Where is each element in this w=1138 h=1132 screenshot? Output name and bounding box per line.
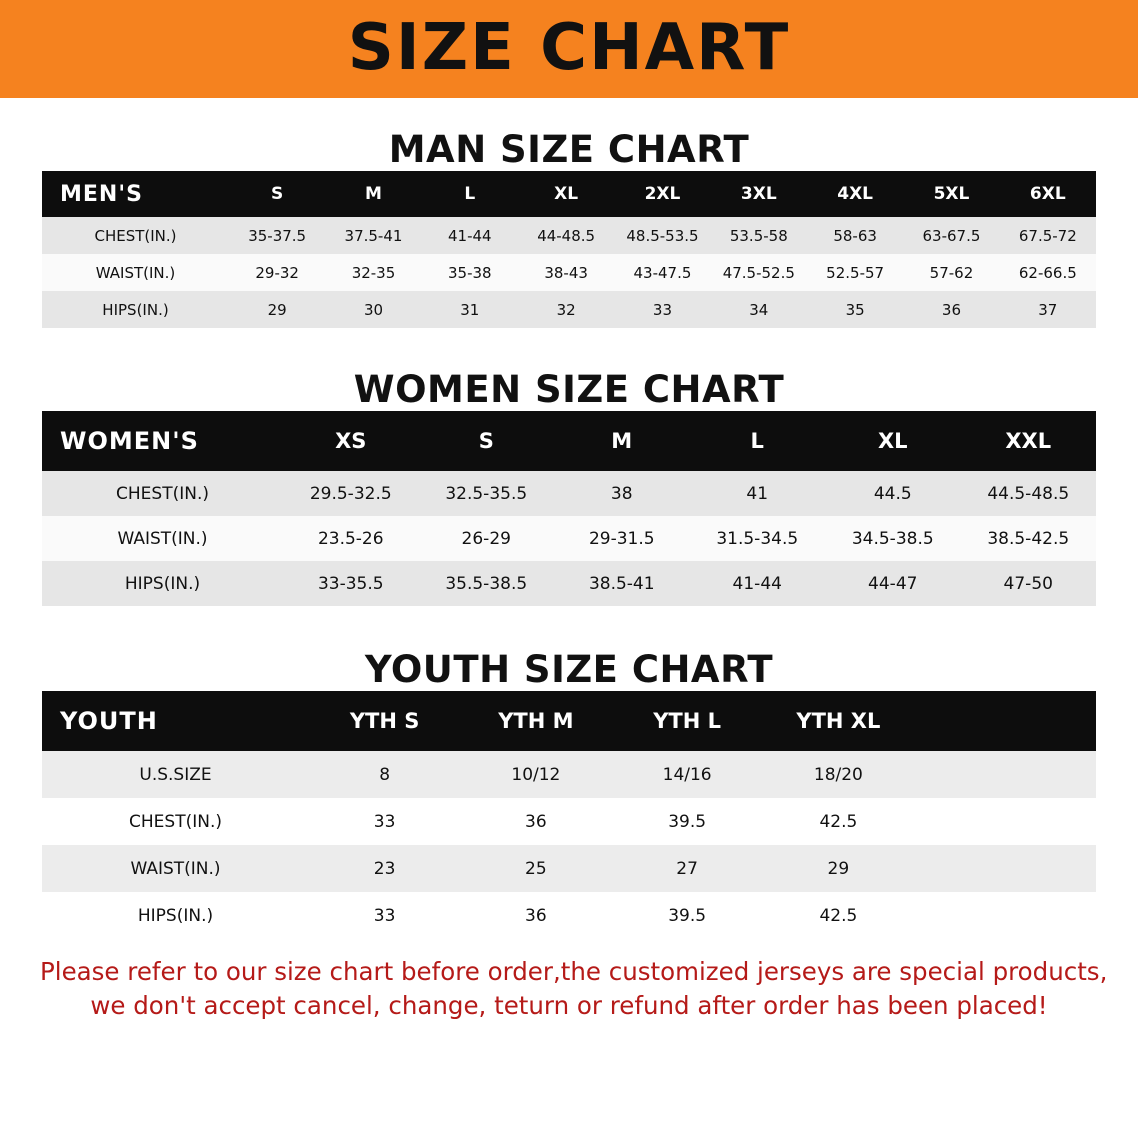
man-cell-1-0: 29-32 xyxy=(229,254,325,291)
man-col-header-5: 3XL xyxy=(740,184,777,204)
man-col-header-8: 6XL xyxy=(1029,184,1066,204)
order-policy-note xyxy=(40,955,1108,1023)
youth-section-heading: YOUTH SIZE CHART xyxy=(364,648,774,691)
women-cell-2-2: 38.5-41 xyxy=(554,561,690,606)
man-section-heading: MAN SIZE CHART xyxy=(388,128,750,171)
youth-cell-1-2: 39.5 xyxy=(612,798,763,845)
youth-row-label-1: CHEST(IN.) xyxy=(42,798,309,845)
man-cell-0-6: 58-63 xyxy=(807,217,903,254)
man-cell-1-1: 32-35 xyxy=(325,254,421,291)
women-col-header-1: S xyxy=(478,429,494,453)
women-cell-0-1: 32.5-35.5 xyxy=(419,471,555,516)
man-row-label-1: WAIST(IN.) xyxy=(42,254,229,291)
women-col-header-4: XL xyxy=(877,429,908,453)
women-cell-2-0: 33-35.5 xyxy=(283,561,419,606)
man-cell-2-6: 35 xyxy=(807,291,903,328)
youth-cell-1-0: 33 xyxy=(309,798,460,845)
women-row-label-2: HIPS(IN.) xyxy=(42,561,283,606)
man-cell-1-4: 43-47.5 xyxy=(614,254,710,291)
youth-header-row xyxy=(42,691,1096,751)
man-cell-2-4: 33 xyxy=(614,291,710,328)
youth-cell-3-0: 33 xyxy=(309,892,460,939)
man-col-header-6: 4XL xyxy=(837,184,874,204)
table-row xyxy=(42,254,1096,291)
women-section-heading: WOMEN SIZE CHART xyxy=(353,368,785,411)
man-row-label-2: HIPS(IN.) xyxy=(42,291,229,328)
women-cell-0-2: 38 xyxy=(554,471,690,516)
women-cell-2-5: 47-50 xyxy=(961,561,1097,606)
youth-cell-1-1: 36 xyxy=(460,798,611,845)
table-row xyxy=(42,798,1096,845)
women-cell-2-3: 41-44 xyxy=(690,561,826,606)
youth-row-label-3: HIPS(IN.) xyxy=(42,892,309,939)
page-banner xyxy=(0,0,1138,98)
man-cell-0-4: 48.5-53.5 xyxy=(614,217,710,254)
youth-cell-2-spacer xyxy=(914,845,1096,892)
youth-cell-3-2: 39.5 xyxy=(612,892,763,939)
women-cell-1-5: 38.5-42.5 xyxy=(961,516,1097,561)
youth-corner-header: YOUTH xyxy=(60,707,158,735)
women-corner-header: WOMEN'S xyxy=(60,427,199,455)
youth-col-header-2: YTH L xyxy=(653,709,722,733)
man-col-header-2: L xyxy=(464,184,476,204)
man-cell-0-2: 41-44 xyxy=(422,217,518,254)
youth-cell-1-spacer xyxy=(914,798,1096,845)
women-col-header-2: M xyxy=(611,429,633,453)
man-cell-2-8: 37 xyxy=(1000,291,1096,328)
man-row-label-0: CHEST(IN.) xyxy=(42,217,229,254)
women-table-body xyxy=(42,471,1096,606)
man-cell-0-0: 35-37.5 xyxy=(229,217,325,254)
man-col-header-7: 5XL xyxy=(933,184,970,204)
youth-col-header-3: YTH XL xyxy=(796,709,881,733)
women-cell-1-2: 29-31.5 xyxy=(554,516,690,561)
man-cell-0-3: 44-48.5 xyxy=(518,217,614,254)
youth-size-table-wrapper xyxy=(42,691,1096,939)
man-size-table xyxy=(42,171,1096,328)
women-cell-0-5: 44.5-48.5 xyxy=(961,471,1097,516)
women-size-table xyxy=(42,411,1096,606)
man-cell-2-7: 36 xyxy=(903,291,999,328)
man-corner-header: MEN'S xyxy=(60,181,143,207)
man-cell-2-5: 34 xyxy=(711,291,807,328)
table-row xyxy=(42,845,1096,892)
women-cell-0-0: 29.5-32.5 xyxy=(283,471,419,516)
man-cell-1-5: 47.5-52.5 xyxy=(711,254,807,291)
youth-cell-0-1: 10/12 xyxy=(460,751,611,798)
women-cell-0-3: 41 xyxy=(690,471,826,516)
women-col-header-0: XS xyxy=(335,429,367,453)
youth-row-label-2: WAIST(IN.) xyxy=(42,845,309,892)
women-row-label-0: CHEST(IN.) xyxy=(42,471,283,516)
man-cell-1-7: 57-62 xyxy=(903,254,999,291)
youth-cell-3-1: 36 xyxy=(460,892,611,939)
order-policy-note-line-1: Please refer to our size chart before order,the customized jerseys are special products, xyxy=(40,957,1108,986)
women-size-table-wrapper xyxy=(42,411,1096,606)
youth-size-table xyxy=(42,691,1096,939)
table-row xyxy=(42,217,1096,254)
women-cell-2-1: 35.5-38.5 xyxy=(419,561,555,606)
women-cell-1-3: 31.5-34.5 xyxy=(690,516,826,561)
youth-cell-3-3: 42.5 xyxy=(763,892,914,939)
youth-col-header-0: YTH S xyxy=(349,709,420,733)
man-col-header-3: XL xyxy=(554,184,579,204)
man-cell-1-3: 38-43 xyxy=(518,254,614,291)
youth-table-body xyxy=(42,751,1096,939)
man-size-table-wrapper xyxy=(42,171,1096,328)
youth-cell-3-spacer xyxy=(914,892,1096,939)
women-cell-1-4: 34.5-38.5 xyxy=(825,516,961,561)
man-cell-0-5: 53.5-58 xyxy=(711,217,807,254)
order-policy-note-line-2: we don't accept cancel, change, teturn or refund after order has been placed! xyxy=(90,990,1048,1020)
youth-cell-1-3: 42.5 xyxy=(763,798,914,845)
man-cell-2-0: 29 xyxy=(229,291,325,328)
women-col-header-3: L xyxy=(750,429,764,453)
youth-col-header-1: YTH M xyxy=(498,709,574,733)
youth-cell-0-0: 8 xyxy=(309,751,460,798)
youth-cell-0-spacer xyxy=(914,751,1096,798)
women-col-header-5: XXL xyxy=(1005,429,1052,453)
table-row xyxy=(42,561,1096,606)
youth-cell-2-0: 23 xyxy=(309,845,460,892)
women-row-label-1: WAIST(IN.) xyxy=(42,516,283,561)
table-row xyxy=(42,751,1096,798)
man-table-head xyxy=(42,171,1096,217)
women-table-head xyxy=(42,411,1096,471)
man-cell-0-7: 63-67.5 xyxy=(903,217,999,254)
table-row xyxy=(42,291,1096,328)
women-cell-1-0: 23.5-26 xyxy=(283,516,419,561)
table-row xyxy=(42,516,1096,561)
man-cell-2-1: 30 xyxy=(325,291,421,328)
youth-row-label-0: U.S.SIZE xyxy=(42,751,309,798)
man-cell-1-8: 62-66.5 xyxy=(1000,254,1096,291)
man-col-header-0: S xyxy=(271,184,284,204)
youth-cell-0-2: 14/16 xyxy=(612,751,763,798)
youth-cell-2-3: 29 xyxy=(763,845,914,892)
man-header-row xyxy=(42,171,1096,217)
man-table-body xyxy=(42,217,1096,328)
man-cell-0-1: 37.5-41 xyxy=(325,217,421,254)
man-cell-2-3: 32 xyxy=(518,291,614,328)
women-cell-1-1: 26-29 xyxy=(419,516,555,561)
man-cell-1-6: 52.5-57 xyxy=(807,254,903,291)
man-col-header-4: 2XL xyxy=(644,184,681,204)
youth-cell-2-1: 25 xyxy=(460,845,611,892)
youth-col-header-spacer xyxy=(914,691,1096,751)
women-cell-0-4: 44.5 xyxy=(825,471,961,516)
youth-cell-0-3: 18/20 xyxy=(763,751,914,798)
table-row xyxy=(42,892,1096,939)
man-cell-1-2: 35-38 xyxy=(422,254,518,291)
page-title: SIZE CHART xyxy=(347,11,791,85)
table-row xyxy=(42,471,1096,516)
man-cell-0-8: 67.5-72 xyxy=(1000,217,1096,254)
youth-cell-2-2: 27 xyxy=(612,845,763,892)
women-cell-2-4: 44-47 xyxy=(825,561,961,606)
man-col-header-1: M xyxy=(365,184,382,204)
man-cell-2-2: 31 xyxy=(422,291,518,328)
youth-table-head xyxy=(42,691,1096,751)
women-header-row xyxy=(42,411,1096,471)
